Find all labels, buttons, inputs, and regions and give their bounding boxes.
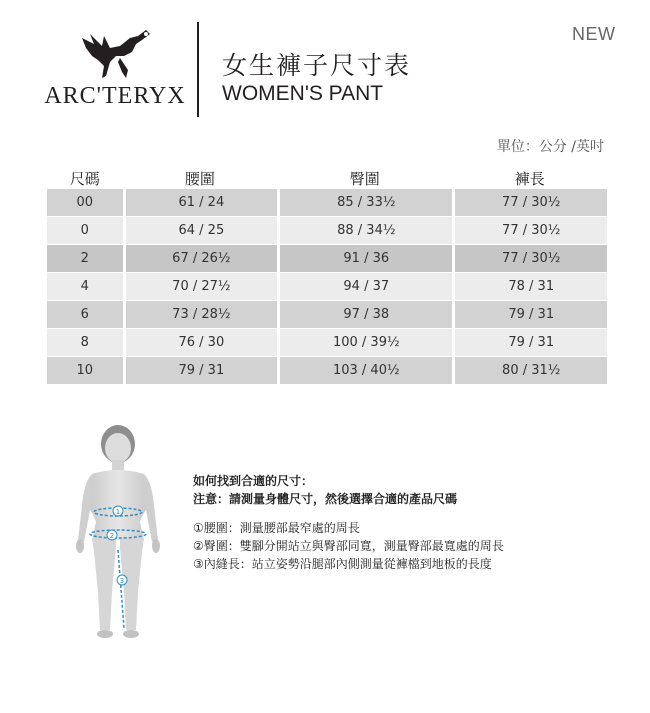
header-divider <box>197 22 199 117</box>
arcteryx-logo <box>40 22 190 112</box>
marker-inseam <box>117 575 127 585</box>
cell-size: 0 <box>47 217 123 245</box>
cell-length: 77 / 30½ <box>452 189 607 217</box>
cell-size: 2 <box>47 245 123 273</box>
archaeopteryx-logo-icon <box>76 26 154 82</box>
cell-length: 79 / 31 <box>452 301 607 329</box>
page-title-chinese: 女生褲子尺寸表 <box>222 51 412 80</box>
cell-length: 80 / 31½ <box>452 357 607 385</box>
brand-name: ARC'TERYX <box>44 83 186 109</box>
cell-hip: 100 / 39½ <box>277 329 452 357</box>
cell-waist: 79 / 31 <box>123 357 278 385</box>
table-row <box>47 301 607 329</box>
cell-size: 8 <box>47 329 123 357</box>
size-table <box>47 167 607 385</box>
cell-size: 4 <box>47 273 123 301</box>
table-row <box>47 217 607 245</box>
table-row <box>47 329 607 357</box>
cell-length: 79 / 31 <box>452 329 607 357</box>
guide-step-inseam: ③內縫長：站立姿勢沿腿部內側測量從褲檔到地板的長度 <box>193 557 492 571</box>
guide-step-waist: ①腰圍：測量腰部最窄處的周長 <box>193 521 360 535</box>
cell-size: 6 <box>47 301 123 329</box>
cell-length: 77 / 30½ <box>452 245 607 273</box>
measurement-figure <box>62 422 192 652</box>
guide-heading: 如何找到合適的尺寸： <box>193 474 314 488</box>
header-size: 尺碼 <box>69 169 100 188</box>
cell-size: 10 <box>47 357 123 385</box>
guide-step-hip: ②臀圍：雙腳分開站立與臀部同寬，測量臀部最寬處的周長 <box>193 539 504 553</box>
header-hip: 臀圍 <box>349 169 380 188</box>
unit-note: 單位：公分 /英吋 <box>496 139 604 155</box>
marker-waist <box>113 506 123 516</box>
cell-waist: 61 / 24 <box>123 189 278 217</box>
marker-hip <box>107 530 117 540</box>
marker-waist-label: 1 <box>115 508 121 516</box>
cell-hip: 88 / 34½ <box>277 217 452 245</box>
table-row <box>47 245 607 273</box>
table-row <box>47 357 607 385</box>
guide-steps <box>193 519 504 573</box>
cell-hip: 97 / 38 <box>277 301 452 329</box>
measurement-guide <box>193 472 504 573</box>
cell-waist: 70 / 27½ <box>123 273 278 301</box>
cell-hip: 91 / 36 <box>277 245 452 273</box>
new-badge: NEW <box>572 24 616 44</box>
cell-hip: 103 / 40½ <box>277 357 452 385</box>
female-body-figure-icon <box>62 422 192 652</box>
page-title-english: WOMEN'S PANT <box>222 82 384 105</box>
cell-waist: 73 / 28½ <box>123 301 278 329</box>
cell-waist: 64 / 25 <box>123 217 278 245</box>
table-header-row <box>47 167 607 189</box>
table-row <box>47 273 607 301</box>
cell-hip: 94 / 37 <box>277 273 452 301</box>
cell-hip: 85 / 33½ <box>277 189 452 217</box>
header-waist: 腰圍 <box>184 169 215 188</box>
cell-waist: 76 / 30 <box>123 329 278 357</box>
header-length: 褲長 <box>514 169 545 188</box>
cell-size: 00 <box>47 189 123 217</box>
table-row <box>47 189 607 217</box>
guide-note: 注意：請測量身體尺寸，然後選擇合適的產品尺碼 <box>193 492 458 506</box>
cell-length: 78 / 31 <box>452 273 607 301</box>
cell-waist: 67 / 26½ <box>123 245 278 273</box>
marker-inseam-label: 3 <box>119 577 125 585</box>
marker-hip-label: 2 <box>109 532 115 540</box>
cell-length: 77 / 30½ <box>452 217 607 245</box>
